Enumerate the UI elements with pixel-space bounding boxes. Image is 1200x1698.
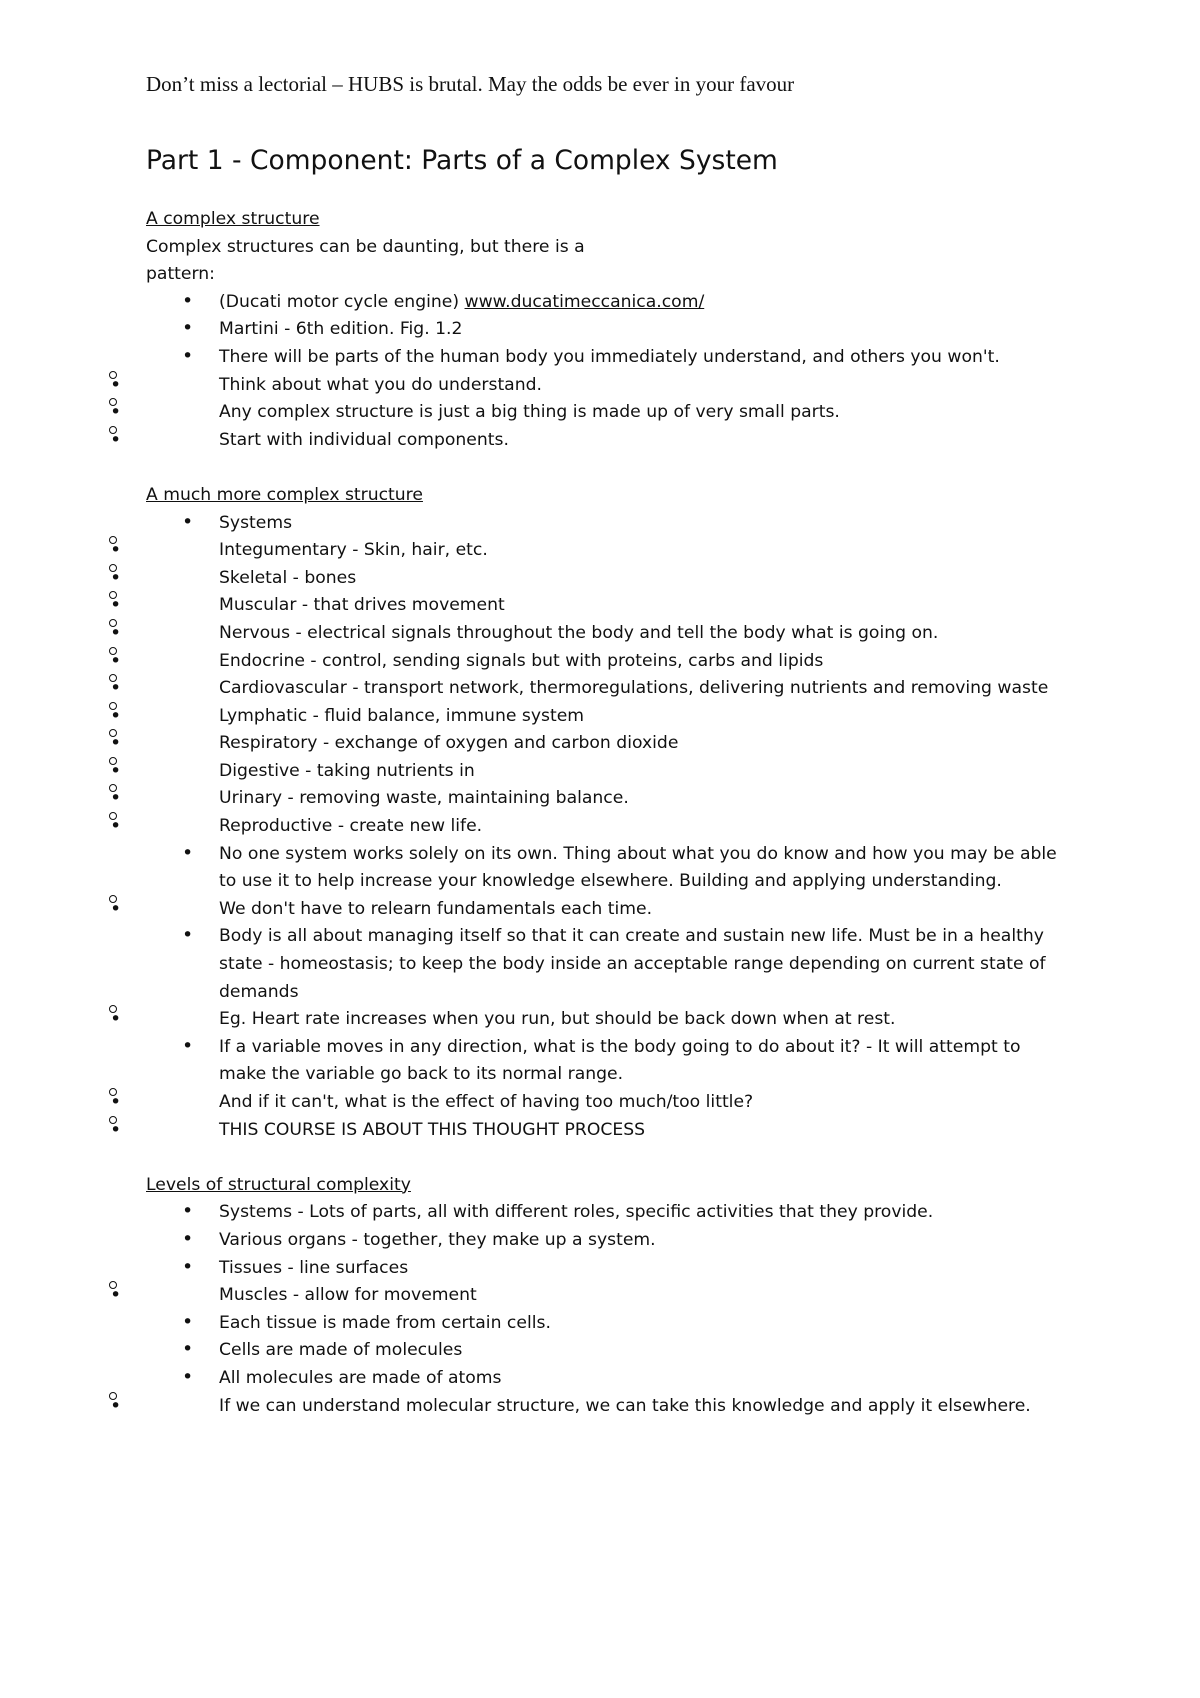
document-body xyxy=(146,206,1066,1420)
list-item: • Each tissue is made from certain cells. xyxy=(146,1310,1066,1338)
sub-list-item: • Cardiovascular - transport network, thermoregulations, delivering nutrients and removing waste xyxy=(73,675,1066,703)
sub-list-item: • We don't have to relearn fundamentals each time. xyxy=(73,896,1066,924)
list-item: • Systems - Lots of parts, all with different roles, specific activities that they provide. xyxy=(146,1199,1066,1227)
list-item: • There will be parts of the human body you immediately understand, and others you won't. xyxy=(146,344,1066,372)
sub-list-item: • Respiratory - exchange of oxygen and carbon dioxide xyxy=(73,730,1066,758)
sub-list-item: • Any complex structure is just a big thing is made up of very small parts. xyxy=(73,399,1066,427)
sub-list-item: • And if it can't, what is the effect of having too much/too little? xyxy=(73,1089,1066,1117)
list-item xyxy=(146,289,1066,317)
ducati-link[interactable]: www.ducatimeccanica.com/ xyxy=(464,291,705,312)
section-heading-structural-complexity: Levels of structural complexity xyxy=(146,1174,411,1195)
sub-list-item: • Start with individual components. xyxy=(73,427,1066,455)
list-item: • No one system works solely on its own. Thing about what you do know and how you may be able to use it to help increase your knowledge elsewhere. Building and applying understanding. xyxy=(146,841,1066,896)
list-item: • Systems xyxy=(146,510,1066,538)
section-intro-line-2: pattern: xyxy=(146,264,215,285)
sub-list-item: • If we can understand molecular structure, we can take this knowledge and apply it elsewhere. xyxy=(73,1393,1066,1421)
sub-list-item: • Nervous - electrical signals throughout the body and tell the body what is going on. xyxy=(73,620,1066,648)
sub-list-item: • Endocrine - control, sending signals but with proteins, carbs and lipids xyxy=(73,648,1066,676)
bullet-list-complex-structure xyxy=(146,289,1066,455)
list-item: • Tissues - line surfaces xyxy=(146,1255,1066,1283)
sub-list-item: • Digestive - taking nutrients in xyxy=(73,758,1066,786)
bullet-list-systems xyxy=(146,510,1066,1145)
section-heading-complex-structure: A complex structure xyxy=(146,209,320,229)
sub-list-item: • Urinary - removing waste, maintaining balance. xyxy=(73,785,1066,813)
list-item: • Cells are made of molecules xyxy=(146,1337,1066,1365)
sub-list-item: • Reproductive - create new life. xyxy=(73,813,1066,841)
sub-list-item: • Lymphatic - fluid balance, immune system xyxy=(73,703,1066,731)
list-item: • Various organs - together, they make up a system. xyxy=(146,1227,1066,1255)
list-item: • Body is all about managing itself so that it can create and sustain new life. Must be in a healthy state - homeostasis; to keep the body inside an acceptable range depending on current state of demands xyxy=(146,923,1066,1006)
bullet-list-levels xyxy=(146,1199,1066,1420)
page-header-note: Don’t miss a lectorial – HUBS is brutal. May the odds be ever in your favour xyxy=(146,72,795,96)
sub-list-item: • Muscles - allow for movement xyxy=(73,1282,1066,1310)
sub-list-item: • THIS COURSE IS ABOUT THIS THOUGHT PROCESS xyxy=(73,1117,1066,1145)
sub-list-item: • Muscular - that drives movement xyxy=(73,592,1066,620)
part-title: Part 1 - Component: Parts of a Complex System xyxy=(146,145,778,176)
sub-list-item: • Integumentary - Skin, hair, etc. xyxy=(73,537,1066,565)
list-item: • All molecules are made of atoms xyxy=(146,1365,1066,1393)
sub-list-item: • Eg. Heart rate increases when you run, but should be back down when at rest. xyxy=(73,1006,1066,1034)
section-intro-line-1: Complex structures can be daunting, but there is a xyxy=(146,236,585,257)
section-heading-more-complex-structure: A much more complex structure xyxy=(146,484,423,505)
list-item-text: (Ducati motor cycle engine) xyxy=(219,291,465,312)
sub-list-item: • Think about what you do understand. xyxy=(73,372,1066,400)
list-item: • Martini - 6th edition. Fig. 1.2 xyxy=(146,316,1066,344)
sub-list-item: • Skeletal - bones xyxy=(73,565,1066,593)
list-item: • If a variable moves in any direction, what is the body going to do about it? - It will attempt to make the variable go back to its normal range. xyxy=(146,1034,1066,1089)
